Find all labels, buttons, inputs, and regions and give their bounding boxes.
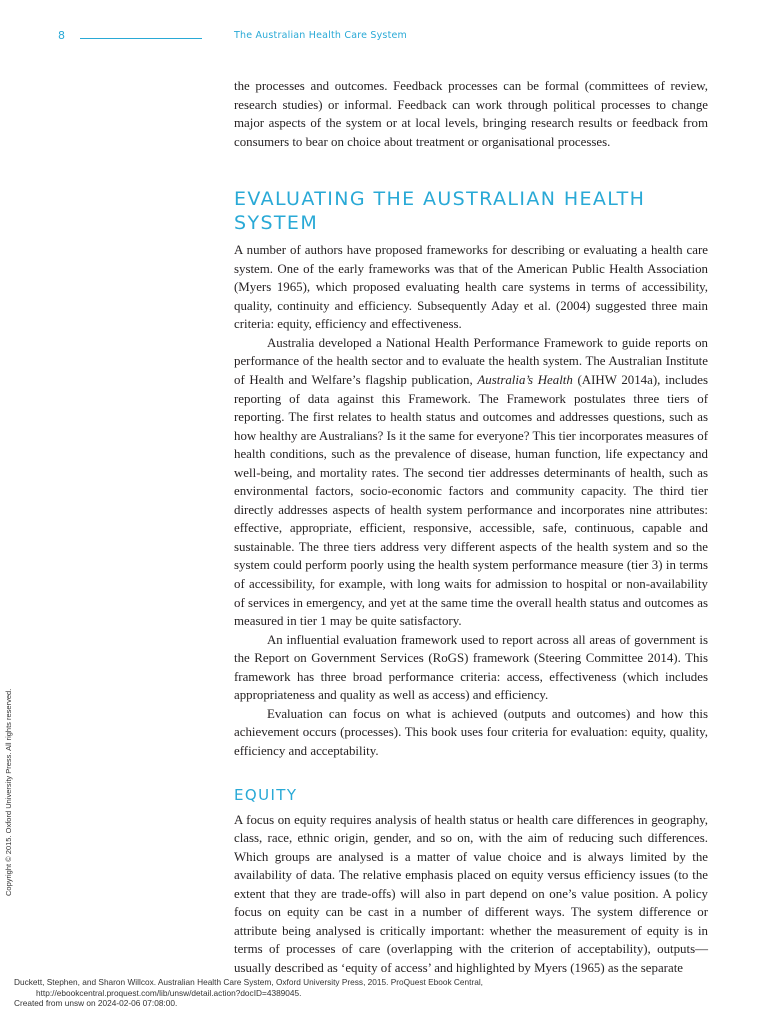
section-paragraph-4: Evaluation can focus on what is achieved (outputs and outcomes) and how this achievement occurs (processes). This book uses four criteria for evaluation: equity, quality, efficiency and acceptability.	[234, 706, 708, 758]
paragraph-2-text-end: (AIHW 2014a), includes reporting of data against this Framework. The Framework postulates three tiers of reporting. The first relates to health status and outcomes and addresses questions, such as how healthy are Australians? Is it the same for everyone? This tier incorporates measures of health conditions, such as the prevalence of disease, human function, life expectancy and well-being, and mortality rates. The second tier addresses determinants of health, such as environmental factors, socio-economic factors and community capacity. The third tier directly addresses aspects of health system performance and incorporates nine attributes: effective, appropriate, efficient, responsive, accessible, safe, continuous, capable and sustainable. The three tiers address very different aspects of the health system and so the system could perform poorly using the health system performance measure (tier 3) in terms of accessibility, for example, with long waits for admission to hospital or non-availability of services in emergency, and yet at the same time the overall health status and outcomes as measured in tier 1 may be quite satisfactory.	[234, 373, 708, 629]
running-book-title: The Australian Health Care System	[234, 30, 408, 41]
section-paragraph-2	[234, 334, 708, 631]
subsection-heading: EQUITY	[234, 785, 298, 804]
section-paragraph-3: An influential evaluation framework used to report across all areas of government is the Report on Government Services (RoGS) framework (Steering Committee 2014). This framework has three broad performance criteria: access, effectiveness (which includes appropriateness and quality as well as access) and efficiency.	[234, 632, 708, 703]
subsection-paragraph-1: A focus on equity requires analysis of health status or health care differences in geography, class, race, ethnic origin, gender, and so on, with the aim of reducing such differences. Which groups are analysed is a matter of value choice and is always limited by the availability of data. The relative emphasis placed on equity versus efficiency issues (to the extent that they are trade-offs) will also in part depend on one’s value position. A policy focus on equity can be cast in a number of different ways. The system difference or attribute being analysed is critically important: whether the measurement of equity is in terms of processes of care (overlapping with the criterion of acceptability), outputs—usually described as ‘equity of access’ and highlighted by Myers (1965) as the separate	[234, 812, 708, 975]
publication-title: Australia’s Health	[477, 373, 573, 388]
section-heading: EVALUATING THE AUSTRALIAN HEALTH SYSTEM	[234, 188, 646, 235]
footer-citation: Duckett, Stephen, and Sharon Willcox. Australian Health Care System, Oxford University Press, 2015. ProQuest Ebook Central,	[14, 977, 483, 987]
copyright-notice: Copyright © 2015. Oxford University Press. All rights reserved.	[4, 688, 13, 896]
main-text	[234, 77, 708, 977]
footer-created: Created from unsw on 2024-02-06 07:08:00.	[14, 998, 178, 1008]
section-paragraph-1: A number of authors have proposed frameworks for describing or evaluating a health care system. One of the early frameworks was that of the American Public Health Association (Myers 1965), which proposed evaluating health care systems in terms of accessibility, quality, continuity and efficiency. Subsequently Aday et al. (2004) suggested three main criteria: equity, efficiency and effectiveness.	[234, 243, 708, 332]
footer-url: http://ebookcentral.proquest.com/lib/unsw/detail.action?docID=4389045.	[36, 987, 302, 998]
header-rule	[80, 38, 202, 39]
paragraph-2-text-start: Australia developed a National Health Performance Framework to guide reports on performance of the health sector and to evaluate the health system. The Australian Institute of Health and Welfare’s flagship publication,	[234, 335, 708, 388]
running-header	[0, 28, 768, 48]
continued-paragraph: the processes and outcomes. Feedback processes can be formal (committees of review, research studies) or informal. Feedback can work through political processes to change major aspects of the system or at local levels, bringing research results or feedback from consumers to bear on choice about treatment or organisational processes.	[234, 79, 708, 149]
citation-footer	[14, 977, 483, 1009]
page-number: 8	[58, 29, 65, 42]
